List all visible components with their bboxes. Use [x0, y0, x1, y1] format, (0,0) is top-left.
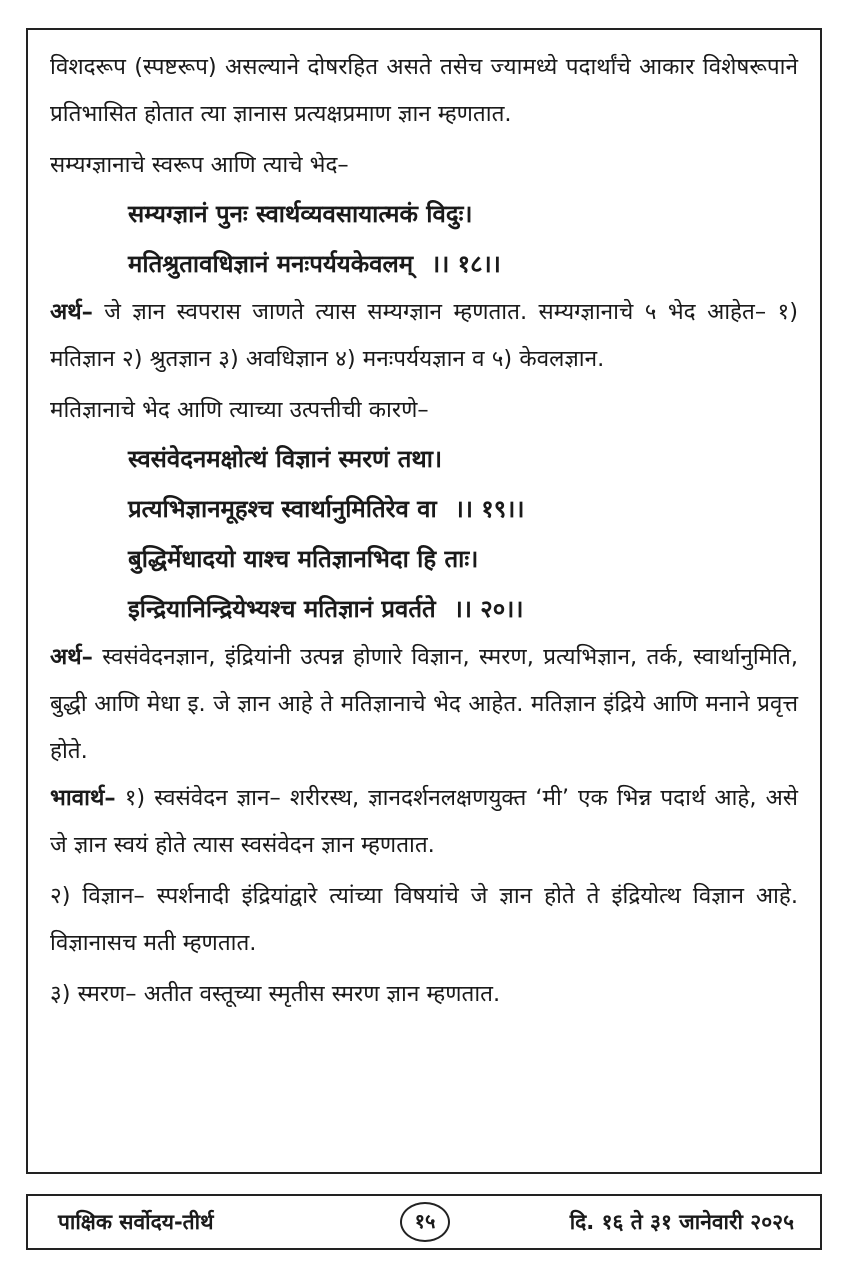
artha-label: अर्थ– — [50, 299, 93, 325]
verse-19-line-2 — [50, 484, 798, 534]
verse-text: इन्द्रियानिन्द्रियेभ्यश्च मतिज्ञानं प्रवर्तते — [128, 595, 436, 623]
artha-text: जे ज्ञान स्वपरास जाणते त्यास सम्यग्ज्ञान म्हणतात. सम्यग्ज्ञानाचे ५ भेद आहेत– १) मतिज्ञान २) श्रुतज्ञान ३) अवधिज्ञान ४) मनःपर्ययज्ञान व ५) केवलज्ञान. — [50, 299, 798, 372]
verse-18-line-2 — [50, 239, 798, 289]
verse-text: स्वसंवेदनमक्षोत्थं विज्ञानं स्मरणं तथा। — [128, 445, 443, 473]
verse-number: ।। १९।। — [454, 495, 525, 523]
section-heading-samyagjnana: सम्यग्ज्ञानाचे स्वरूप आणि त्याचे भेद– — [50, 152, 349, 178]
verse-19-line-1 — [50, 434, 798, 484]
issue-date: दि. १६ ते ३१ जानेवारी २०२५ — [569, 1210, 794, 1234]
smaran-paragraph: ३) स्मरण– अतीत वस्तूच्या स्मृतीस स्मरण ज्ञान म्हणतात. — [50, 981, 501, 1007]
section-heading-matijnana: मतिज्ञानाचे भेद आणि त्याच्या उत्पत्तीची कारणे– — [50, 397, 429, 423]
publication-name: पाक्षिक सर्वोदय-तीर्थ — [58, 1210, 214, 1234]
verse-20-line-1 — [50, 534, 798, 584]
intro-paragraph: विशदरूप (स्पष्टरूप) असल्याने दोषरहित असते तसेच ज्यामध्ये पदार्थांचे आकार विशेषरूपाने प्रतिभासित होतात त्या ज्ञानास प्रत्यक्षप्रमाण ज्ञान म्हणतात. — [50, 54, 798, 127]
verse-number: ।। २०।। — [453, 595, 524, 623]
page-number: १५ — [400, 1202, 450, 1242]
bhavartha-paragraph — [50, 775, 798, 869]
verse-20-line-2 — [50, 584, 798, 634]
verse-text: सम्यग्ज्ञानं पुनः स्वार्थव्यवसायात्मकं विदुः। — [128, 200, 473, 228]
verse-text: बुद्धिर्मेधादयो याश्च मतिज्ञानभिदा हि ताः। — [128, 545, 479, 573]
page-footer — [26, 1194, 822, 1250]
verse-text: प्रत्यभिज्ञानमूहश्च स्वार्थानुमितिरेव वा — [128, 495, 437, 523]
verse-18-line-1 — [50, 189, 798, 239]
artha-text: स्वसंवेदनज्ञान, इंद्रियांनी उत्पन्न होणारे विज्ञान, स्मरण, प्रत्यभिज्ञान, तर्क, स्वार्थानुमिति, बुद्धी आणि मेधा इ. जे ज्ञान आहे ते मतिज्ञानाचे भेद आहेत. मतिज्ञान इंद्रिये आणि मनाने प्रवृत्त होते. — [50, 644, 798, 764]
artha-paragraph-2 — [50, 634, 798, 775]
page-content-frame — [26, 28, 822, 1174]
bhavartha-text: १) स्वसंवेदन ज्ञान– शरीरस्थ, ज्ञानदर्शनलक्षणयुक्त ‘मी’ एक भिन्न पदार्थ आहे, असे जे ज्ञान स्वयं होते त्यास स्वसंवेदन ज्ञान म्हणतात. — [50, 785, 798, 858]
artha-label: अर्थ– — [50, 644, 93, 670]
bhavartha-label: भावार्थ– — [50, 785, 116, 811]
verse-text: मतिश्रुतावधिज्ञानं मनःपर्ययकेवलम् — [128, 250, 414, 278]
verse-number: ।। १८।। — [431, 250, 501, 278]
vigyan-paragraph: २) विज्ञान– स्पर्शनादी इंद्रियांद्वारे त्यांच्या विषयांचे जे ज्ञान होते ते इंद्रियोत्थ विज्ञान आहे. विज्ञानासच मती म्हणतात. — [50, 883, 798, 956]
artha-paragraph-1 — [50, 289, 798, 383]
